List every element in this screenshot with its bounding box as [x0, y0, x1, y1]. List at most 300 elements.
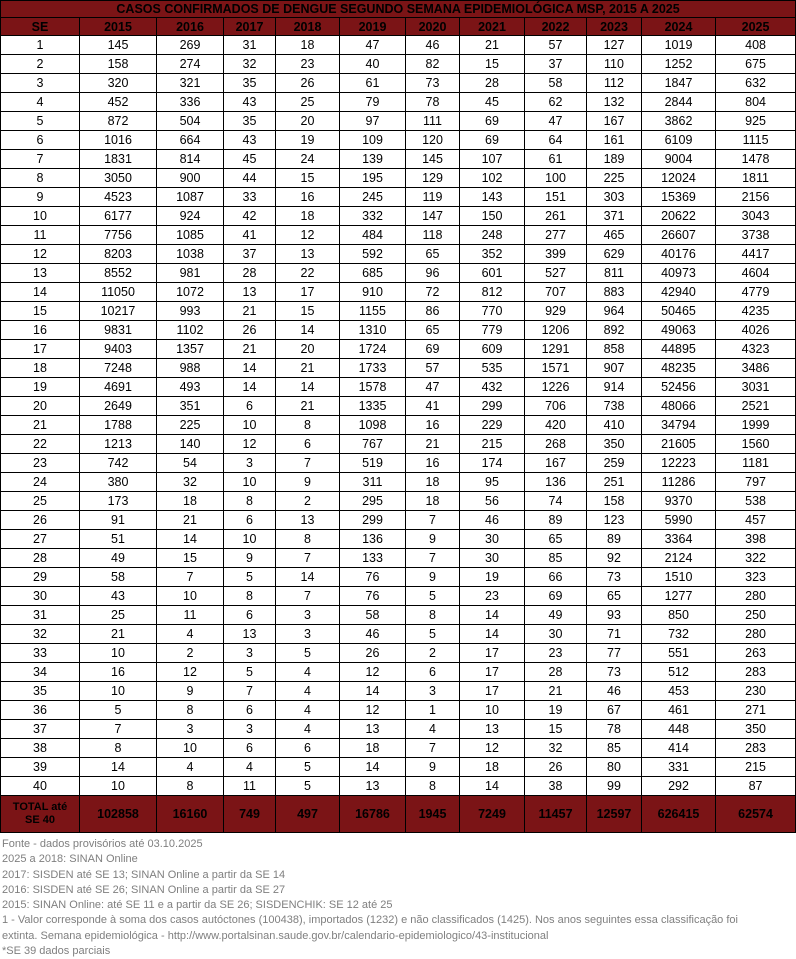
cases-cell: 11 — [224, 777, 276, 796]
cases-cell: 45 — [460, 93, 525, 112]
cases-cell: 1277 — [642, 587, 716, 606]
cases-cell: 43 — [80, 587, 157, 606]
cases-cell: 1560 — [716, 435, 796, 454]
column-header-year: 2022 — [525, 18, 587, 36]
cases-cell: 47 — [525, 112, 587, 131]
cases-cell: 779 — [460, 321, 525, 340]
table-body — [1, 36, 796, 796]
cases-cell: 21 — [80, 625, 157, 644]
cases-cell: 161 — [587, 131, 642, 150]
cases-cell: 964 — [587, 302, 642, 321]
table-row — [1, 340, 796, 359]
cases-cell: 16 — [276, 188, 340, 207]
cases-cell: 10 — [157, 587, 224, 606]
cases-cell: 1206 — [525, 321, 587, 340]
cases-cell: 883 — [587, 283, 642, 302]
cases-cell: 1038 — [157, 245, 224, 264]
cases-cell: 58 — [340, 606, 406, 625]
cases-cell: 4691 — [80, 378, 157, 397]
week-cell: 1 — [1, 36, 80, 55]
table-row — [1, 264, 796, 283]
cases-cell: 93 — [587, 606, 642, 625]
week-cell: 17 — [1, 340, 80, 359]
cases-cell: 51 — [80, 530, 157, 549]
cases-cell: 9 — [157, 682, 224, 701]
cases-cell: 91 — [80, 511, 157, 530]
cases-cell: 268 — [525, 435, 587, 454]
cases-cell: 7 — [276, 454, 340, 473]
cases-cell: 21 — [276, 397, 340, 416]
column-header-year: 2020 — [406, 18, 460, 36]
cases-cell: 25 — [276, 93, 340, 112]
cases-cell: 1016 — [80, 131, 157, 150]
cases-cell: 1571 — [525, 359, 587, 378]
week-cell: 4 — [1, 93, 80, 112]
cases-cell: 37 — [525, 55, 587, 74]
cases-cell: 40 — [340, 55, 406, 74]
cases-cell: 61 — [525, 150, 587, 169]
week-cell: 16 — [1, 321, 80, 340]
column-header-year: 2015 — [80, 18, 157, 36]
week-cell: 30 — [1, 587, 80, 606]
cases-cell: 3 — [224, 720, 276, 739]
cases-cell: 1115 — [716, 131, 796, 150]
week-cell: 23 — [1, 454, 80, 473]
cases-cell: 675 — [716, 55, 796, 74]
cases-cell: 461 — [642, 701, 716, 720]
cases-cell: 448 — [642, 720, 716, 739]
cases-cell: 320 — [80, 74, 157, 93]
cases-cell: 22 — [276, 264, 340, 283]
cases-cell: 6109 — [642, 131, 716, 150]
week-cell: 24 — [1, 473, 80, 492]
cases-cell: 145 — [406, 150, 460, 169]
cases-cell: 7248 — [80, 359, 157, 378]
cases-cell: 493 — [157, 378, 224, 397]
cases-cell: 42940 — [642, 283, 716, 302]
cases-cell: 7 — [406, 739, 460, 758]
cases-cell: 248 — [460, 226, 525, 245]
footnote-line: 2016: SISDEN até SE 26; SINAN Online a partir da SE 27 — [2, 883, 286, 896]
cases-cell: 21 — [406, 435, 460, 454]
total-value-cell: 626415 — [642, 796, 716, 833]
cases-cell: 230 — [716, 682, 796, 701]
cases-cell: 14 — [460, 606, 525, 625]
table-row — [1, 245, 796, 264]
cases-cell: 925 — [716, 112, 796, 131]
cases-cell: 89 — [525, 511, 587, 530]
cases-cell: 685 — [340, 264, 406, 283]
cases-cell: 129 — [406, 169, 460, 188]
table-row — [1, 112, 796, 131]
cases-cell: 14 — [276, 321, 340, 340]
footnote-line: 1 - Valor corresponde à soma dos casos autóctones (100438), importados (1232) e não classificados (1425). Nos anos seguintes essa classificação foi extinta. Semana epidemiológica - http://www.portalsinan.saude.gov.br/calendario-epidemiologico/43-institucional — [2, 914, 738, 942]
cases-cell: 6 — [224, 701, 276, 720]
footnotes — [0, 833, 745, 959]
week-cell: 8 — [1, 169, 80, 188]
cases-cell: 331 — [642, 758, 716, 777]
table-row — [1, 701, 796, 720]
cases-cell: 3738 — [716, 226, 796, 245]
table-row — [1, 473, 796, 492]
cases-cell: 10 — [80, 777, 157, 796]
column-header-se: SE — [1, 18, 80, 36]
cases-cell: 85 — [525, 549, 587, 568]
cases-cell: 3364 — [642, 530, 716, 549]
cases-cell: 797 — [716, 473, 796, 492]
cases-cell: 195 — [340, 169, 406, 188]
cases-cell: 399 — [525, 245, 587, 264]
cases-cell: 907 — [587, 359, 642, 378]
cases-cell: 2156 — [716, 188, 796, 207]
cases-cell: 21 — [276, 359, 340, 378]
cases-cell: 4026 — [716, 321, 796, 340]
table-row — [1, 302, 796, 321]
cases-cell: 850 — [642, 606, 716, 625]
cases-cell: 33 — [224, 188, 276, 207]
cases-cell: 151 — [525, 188, 587, 207]
cases-cell: 56 — [460, 492, 525, 511]
cases-cell: 1733 — [340, 359, 406, 378]
cases-cell: 9 — [224, 549, 276, 568]
cases-cell: 4604 — [716, 264, 796, 283]
cases-cell: 18 — [340, 739, 406, 758]
column-header-year: 2019 — [340, 18, 406, 36]
cases-cell: 25 — [80, 606, 157, 625]
cases-cell: 9 — [276, 473, 340, 492]
cases-cell: 988 — [157, 359, 224, 378]
cases-cell: 10 — [157, 739, 224, 758]
cases-cell: 9004 — [642, 150, 716, 169]
cases-cell: 136 — [525, 473, 587, 492]
cases-cell: 277 — [525, 226, 587, 245]
cases-cell: 15 — [157, 549, 224, 568]
cases-cell: 86 — [406, 302, 460, 321]
cases-cell: 85 — [587, 739, 642, 758]
table-title: CASOS CONFIRMADOS DE DENGUE SEGUNDO SEMANA EPIDEMIOLÓGICA MSP, 2015 A 2025 — [1, 1, 796, 18]
cases-cell: 32 — [525, 739, 587, 758]
cases-cell: 1087 — [157, 188, 224, 207]
cases-cell: 512 — [642, 663, 716, 682]
cases-cell: 4523 — [80, 188, 157, 207]
cases-cell: 49 — [80, 549, 157, 568]
column-header-year: 2016 — [157, 18, 224, 36]
cases-cell: 6 — [276, 739, 340, 758]
cases-cell: 280 — [716, 587, 796, 606]
cases-cell: 7 — [80, 720, 157, 739]
cases-cell: 1510 — [642, 568, 716, 587]
cases-cell: 6 — [224, 606, 276, 625]
cases-cell: 1847 — [642, 74, 716, 93]
cases-cell: 173 — [80, 492, 157, 511]
cases-cell: 10 — [224, 416, 276, 435]
cases-cell: 20 — [276, 112, 340, 131]
cases-cell: 4 — [276, 720, 340, 739]
cases-cell: 9 — [406, 758, 460, 777]
cases-cell: 14 — [276, 568, 340, 587]
week-cell: 11 — [1, 226, 80, 245]
cases-cell: 14 — [224, 378, 276, 397]
cases-cell: 12 — [157, 663, 224, 682]
cases-cell: 80 — [587, 758, 642, 777]
cases-cell: 58 — [80, 568, 157, 587]
cases-cell: 19 — [525, 701, 587, 720]
cases-cell: 1252 — [642, 55, 716, 74]
cases-cell: 26 — [340, 644, 406, 663]
cases-cell: 73 — [587, 568, 642, 587]
cases-cell: 5 — [276, 777, 340, 796]
cases-cell: 15 — [276, 302, 340, 321]
week-cell: 21 — [1, 416, 80, 435]
cases-cell: 251 — [587, 473, 642, 492]
cases-cell: 336 — [157, 93, 224, 112]
cases-cell: 303 — [587, 188, 642, 207]
cases-cell: 11286 — [642, 473, 716, 492]
cases-cell: 4417 — [716, 245, 796, 264]
cases-cell: 811 — [587, 264, 642, 283]
cases-cell: 215 — [716, 758, 796, 777]
table-row — [1, 55, 796, 74]
table-row — [1, 169, 796, 188]
cases-cell: 292 — [642, 777, 716, 796]
cases-cell: 57 — [406, 359, 460, 378]
total-value-cell: 1945 — [406, 796, 460, 833]
cases-cell: 76 — [340, 568, 406, 587]
table-row — [1, 758, 796, 777]
cases-cell: 15 — [276, 169, 340, 188]
table-row — [1, 359, 796, 378]
column-header-year: 2023 — [587, 18, 642, 36]
cases-cell: 54 — [157, 454, 224, 473]
cases-cell: 1478 — [716, 150, 796, 169]
cases-cell: 1155 — [340, 302, 406, 321]
cases-cell: 20622 — [642, 207, 716, 226]
footnote-line: 2015: SINAN Online: até SE 11 e a partir da SE 26; SISDENCHIK: SE 12 até 25 — [2, 899, 393, 912]
cases-cell: 35 — [224, 74, 276, 93]
cases-cell: 6 — [406, 663, 460, 682]
cases-cell: 398 — [716, 530, 796, 549]
cases-cell: 1072 — [157, 283, 224, 302]
cases-cell: 283 — [716, 663, 796, 682]
cases-cell: 1310 — [340, 321, 406, 340]
cases-cell: 8203 — [80, 245, 157, 264]
table-row — [1, 739, 796, 758]
cases-cell: 14 — [460, 777, 525, 796]
cases-cell: 35 — [224, 112, 276, 131]
cases-cell: 3050 — [80, 169, 157, 188]
week-cell: 38 — [1, 739, 80, 758]
cases-cell: 3 — [224, 454, 276, 473]
week-cell: 34 — [1, 663, 80, 682]
cases-cell: 632 — [716, 74, 796, 93]
cases-cell: 30 — [460, 530, 525, 549]
table-row — [1, 720, 796, 739]
total-value-cell: 62574 — [716, 796, 796, 833]
total-value-cell: 497 — [276, 796, 340, 833]
week-cell: 36 — [1, 701, 80, 720]
cases-cell: 147 — [406, 207, 460, 226]
cases-cell: 7 — [276, 549, 340, 568]
cases-cell: 3 — [276, 625, 340, 644]
cases-cell: 140 — [157, 435, 224, 454]
cases-cell: 484 — [340, 226, 406, 245]
cases-cell: 5 — [406, 625, 460, 644]
cases-cell: 414 — [642, 739, 716, 758]
cases-cell: 8 — [224, 492, 276, 511]
cases-cell: 1226 — [525, 378, 587, 397]
cases-cell: 119 — [406, 188, 460, 207]
cases-cell: 46 — [460, 511, 525, 530]
cases-cell: 321 — [157, 74, 224, 93]
table-row — [1, 378, 796, 397]
cases-cell: 15369 — [642, 188, 716, 207]
table-row — [1, 93, 796, 112]
cases-cell: 4 — [276, 682, 340, 701]
week-cell: 40 — [1, 777, 80, 796]
cases-cell: 109 — [340, 131, 406, 150]
cases-cell: 1335 — [340, 397, 406, 416]
cases-cell: 43 — [224, 93, 276, 112]
cases-cell: 8 — [406, 606, 460, 625]
week-cell: 12 — [1, 245, 80, 264]
cases-cell: 69 — [460, 112, 525, 131]
cases-cell: 26 — [224, 321, 276, 340]
cases-cell: 1578 — [340, 378, 406, 397]
cases-cell: 23 — [460, 587, 525, 606]
footnote-line: Fonte - dados provisórios até 03.10.2025 — [2, 838, 203, 850]
cases-cell: 1357 — [157, 340, 224, 359]
cases-cell: 62 — [525, 93, 587, 112]
week-cell: 7 — [1, 150, 80, 169]
cases-cell: 30 — [460, 549, 525, 568]
cases-cell: 732 — [642, 625, 716, 644]
cases-cell: 46 — [406, 36, 460, 55]
cases-cell: 271 — [716, 701, 796, 720]
table-row — [1, 131, 796, 150]
table-row — [1, 416, 796, 435]
cases-cell: 17 — [460, 663, 525, 682]
cases-cell: 46 — [587, 682, 642, 701]
cases-cell: 225 — [157, 416, 224, 435]
cases-cell: 26607 — [642, 226, 716, 245]
cases-cell: 322 — [716, 549, 796, 568]
cases-cell: 42 — [224, 207, 276, 226]
cases-cell: 78 — [406, 93, 460, 112]
cases-cell: 97 — [340, 112, 406, 131]
cases-cell: 72 — [406, 283, 460, 302]
cases-cell: 89 — [587, 530, 642, 549]
cases-cell: 87 — [716, 777, 796, 796]
cases-cell: 1019 — [642, 36, 716, 55]
cases-cell: 332 — [340, 207, 406, 226]
cases-cell: 102 — [460, 169, 525, 188]
cases-cell: 18 — [406, 473, 460, 492]
cases-cell: 629 — [587, 245, 642, 264]
cases-cell: 74 — [525, 492, 587, 511]
cases-cell: 8 — [276, 530, 340, 549]
cases-cell: 46 — [340, 625, 406, 644]
week-cell: 32 — [1, 625, 80, 644]
table-title-row — [1, 1, 796, 18]
cases-cell: 49 — [525, 606, 587, 625]
cases-cell: 3486 — [716, 359, 796, 378]
table-row — [1, 435, 796, 454]
cases-cell: 2649 — [80, 397, 157, 416]
cases-cell: 274 — [157, 55, 224, 74]
week-cell: 19 — [1, 378, 80, 397]
cases-cell: 24 — [276, 150, 340, 169]
cases-cell: 5 — [276, 644, 340, 663]
cases-cell: 812 — [460, 283, 525, 302]
cases-cell: 295 — [340, 492, 406, 511]
cases-cell: 12 — [340, 663, 406, 682]
cases-cell: 21 — [224, 340, 276, 359]
week-cell: 28 — [1, 549, 80, 568]
cases-cell: 13 — [340, 777, 406, 796]
cases-cell: 280 — [716, 625, 796, 644]
cases-cell: 13 — [276, 245, 340, 264]
table-row — [1, 207, 796, 226]
cases-cell: 2124 — [642, 549, 716, 568]
cases-cell: 914 — [587, 378, 642, 397]
cases-cell: 7 — [224, 682, 276, 701]
cases-cell: 311 — [340, 473, 406, 492]
cases-cell: 4 — [157, 625, 224, 644]
cases-cell: 8 — [157, 777, 224, 796]
cases-cell: 48235 — [642, 359, 716, 378]
week-cell: 2 — [1, 55, 80, 74]
cases-cell: 11050 — [80, 283, 157, 302]
cases-cell: 167 — [587, 112, 642, 131]
week-cell: 31 — [1, 606, 80, 625]
cases-cell: 40176 — [642, 245, 716, 264]
cases-cell: 12 — [340, 701, 406, 720]
cases-cell: 57 — [525, 36, 587, 55]
cases-cell: 45 — [224, 150, 276, 169]
cases-cell: 9 — [406, 568, 460, 587]
cases-cell: 65 — [406, 321, 460, 340]
cases-cell: 10 — [460, 701, 525, 720]
total-label-line1: TOTAL até — [12, 801, 68, 813]
cases-cell: 452 — [80, 93, 157, 112]
cases-cell: 2 — [406, 644, 460, 663]
cases-cell: 15 — [460, 55, 525, 74]
cases-cell: 21 — [460, 36, 525, 55]
cases-cell: 2844 — [642, 93, 716, 112]
table-row — [1, 36, 796, 55]
cases-cell: 92 — [587, 549, 642, 568]
cases-cell: 3 — [157, 720, 224, 739]
cases-cell: 69 — [525, 587, 587, 606]
cases-cell: 453 — [642, 682, 716, 701]
cases-cell: 40973 — [642, 264, 716, 283]
cases-cell: 8 — [406, 777, 460, 796]
cases-cell: 924 — [157, 207, 224, 226]
cases-cell: 1102 — [157, 321, 224, 340]
cases-cell: 6 — [224, 397, 276, 416]
cases-cell: 73 — [587, 663, 642, 682]
cases-cell: 17 — [276, 283, 340, 302]
cases-cell: 66 — [525, 568, 587, 587]
cases-cell: 465 — [587, 226, 642, 245]
cases-cell: 535 — [460, 359, 525, 378]
cases-cell: 892 — [587, 321, 642, 340]
table-row — [1, 454, 796, 473]
cases-cell: 18 — [157, 492, 224, 511]
cases-cell: 150 — [460, 207, 525, 226]
cases-cell: 12 — [224, 435, 276, 454]
cases-cell: 13 — [460, 720, 525, 739]
